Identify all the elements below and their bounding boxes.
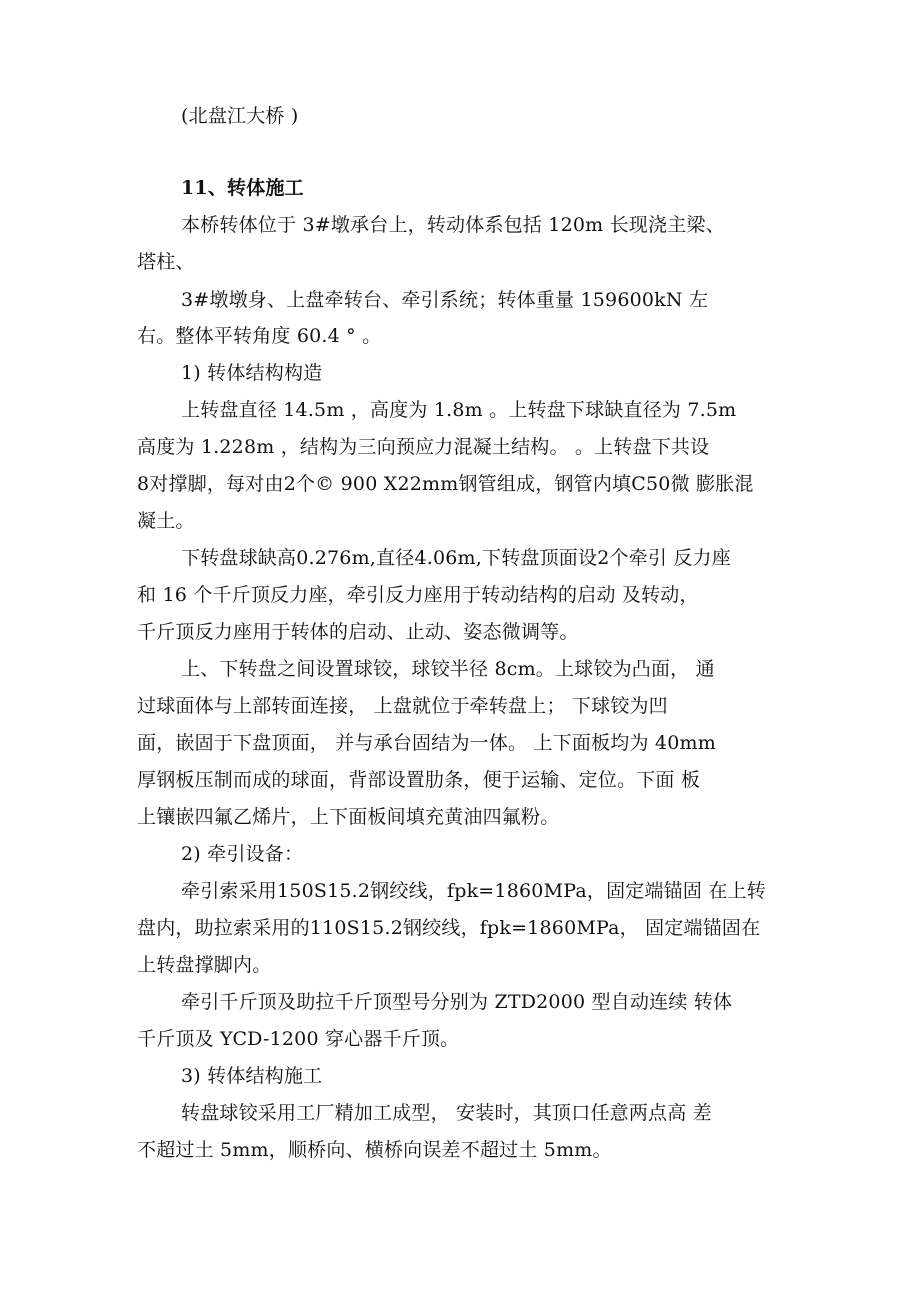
text-line: 高度为 1.228m ，结构为三向预应力混凝土结构。 。上转盘下共设 [137,436,710,458]
text-line: 上转盘撑脚内。 [137,954,272,976]
text-line: 千斤顶及 YCD-1200 穿心器千斤顶。 [137,1028,460,1050]
text-line: 牵引索采用150S15.2钢绞线，fpk=1860MPa，固定端锚固 在上转 [181,880,766,902]
bridge-name-line: (北盘江大桥 ) [181,105,299,127]
text-line: 面，嵌固于下盘顶面， 并与承台固结为一体。 上下面板均为 40mm [137,732,716,754]
text-line: 3#墩墩身、上盘牵转台、牵引系统；转体重量 159600kN 左 [181,289,709,311]
text-line: 塔柱、 [137,251,195,273]
text-line: 牵引千斤顶及助拉千斤顶型号分别为 ZTD2000 型自动连续 转体 [181,991,733,1013]
text-line: 转盘球铰采用工厂精加工成型， 安装时，其顶口任意两点高 差 [181,1102,712,1124]
text-line: 上、下转盘之间设置球铰，球铰半径 8cm。上球铰为凸面， 通 [181,658,715,680]
text-line: 千斤顶反力座用于转体的启动、止动、姿态微调等。 [137,621,579,643]
text-line: 上转盘直径 14.5m ，高度为 1.8m 。上转盘下球缺直径为 7.5m [181,399,737,421]
text-line: 右。整体平转角度 60.4 ° 。 [137,325,382,347]
text-line: 8对撑脚，每对由2个© 900 X22mm钢管组成，钢管内填C50微 膨胀混 [137,473,754,495]
text-line: 厚钢板压制而成的球面，背部设置肋条，便于运输、定位。下面 板 [137,769,701,791]
subsection-heading: 1) 转体结构构造 [181,362,323,384]
section-heading: 11、转体施工 [181,177,304,199]
text-line: 本桥转体位于 3#墩承台上，转动体系包括 120m 长现浇主梁、 [181,214,725,236]
text-line: 过球面体与上部转面连接， 上盘就位于牵转盘上； 下球铰为凹 [137,695,668,717]
subsection-heading: 2) 牵引设备： [181,843,304,865]
text-line: 上镶嵌四氟乙烯片，上下面板间填充黄油四氟粉。 [137,806,560,828]
text-line: 盘内，助拉索采用的110S15.2钢绞线，fpk=1860MPa， 固定端锚固在 [137,917,761,939]
text-line: 和 16 个千斤顶反力座，牵引反力座用于转动结构的启动 及转动， [137,584,699,606]
text-line: 下转盘球缺高0.276m,直径4.06m,下转盘顶面设2个牵引 反力座 [181,547,731,569]
subsection-heading: 3) 转体结构施工 [181,1065,323,1087]
text-line: 不超过土 5mm，顺桥向、横桥向误差不超过土 5mm。 [137,1139,612,1161]
text-line: 凝土。 [137,510,195,532]
